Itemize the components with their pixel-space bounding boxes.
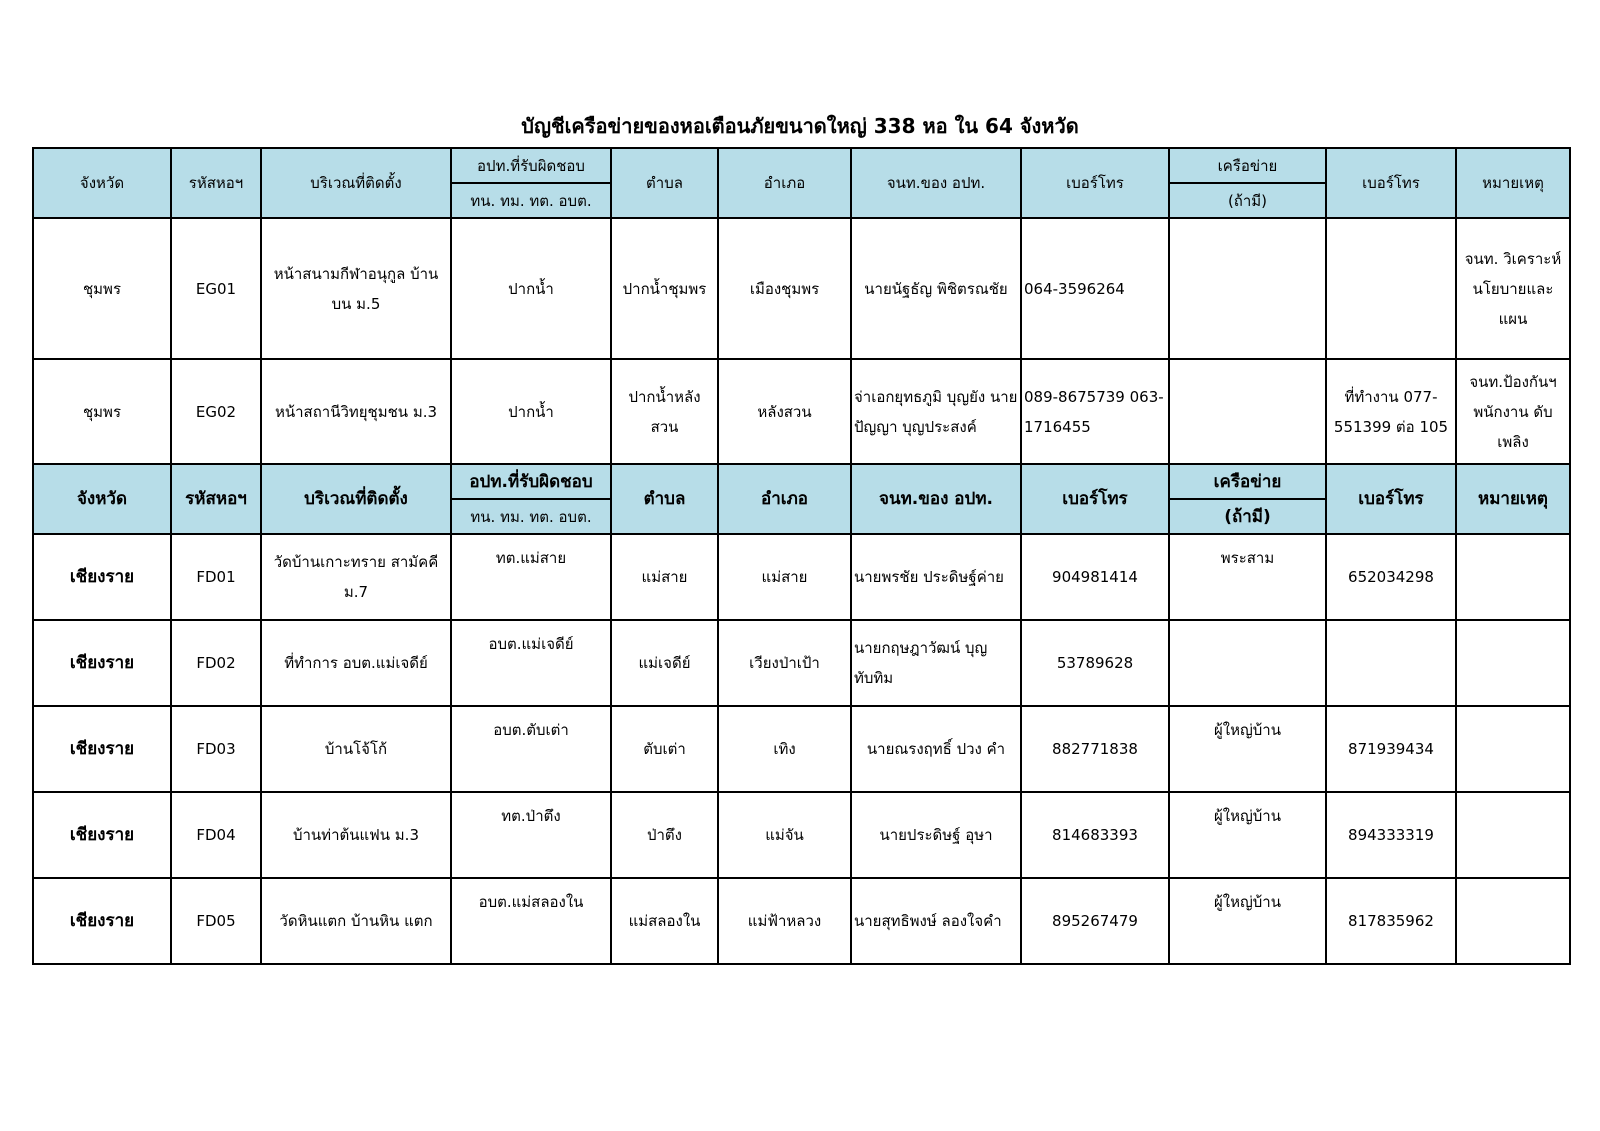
cell-location: วัดหินแตก บ้านหิน แตก (261, 878, 451, 964)
cell-note (1456, 706, 1570, 792)
cell-officer: นายพรชัย ประดิษฐ์ค่าย (851, 534, 1021, 620)
cell-phone2: 652034298 (1326, 534, 1456, 620)
cell-officer: นายสุทธิพงษ์ ลองใจคำ (851, 878, 1021, 964)
header-location: บริเวณที่ติดตั้ง (261, 148, 451, 218)
cell-phone: 089-8675739 063-1716455 (1021, 359, 1169, 464)
cell-responsible: ปากน้ำ (451, 359, 611, 464)
cell-subdistrict: แม่สลองใน (611, 878, 718, 964)
cell-location: วัดบ้านเกาะทราย สามัคคี ม.7 (261, 534, 451, 620)
cell-location: หน้าสนามกีฬาอนุกูล บ้านบน ม.5 (261, 218, 451, 359)
cell-subdistrict: แม่เจดีย์ (611, 620, 718, 706)
cell-phone: 895267479 (1021, 878, 1169, 964)
cell-subdistrict: แม่สาย (611, 534, 718, 620)
table-header-row (33, 148, 1570, 183)
cell-phone: 814683393 (1021, 792, 1169, 878)
cell-province: เชียงราย (33, 620, 171, 706)
cell-code: EG01 (171, 218, 261, 359)
cell-province: เชียงราย (33, 792, 171, 878)
header-code: รหัสหอฯ (171, 148, 261, 218)
header-phone2: เบอร์โทร (1326, 464, 1456, 534)
table-row (33, 878, 1570, 964)
cell-province: เชียงราย (33, 878, 171, 964)
header-province: จังหวัด (33, 148, 171, 218)
cell-phone2: 817835962 (1326, 878, 1456, 964)
cell-officer: นายนัฐธัญ พิชิตรณชัย (851, 218, 1021, 359)
header-province: จังหวัด (33, 464, 171, 534)
cell-subdistrict: ปากน้ำชุมพร (611, 218, 718, 359)
header-network-sub: (ถ้ามี) (1169, 499, 1326, 534)
cell-note (1456, 792, 1570, 878)
cell-phone2 (1326, 218, 1456, 359)
cell-province: ชุมพร (33, 218, 171, 359)
cell-phone: 53789628 (1021, 620, 1169, 706)
cell-district: เมืองชุมพร (718, 218, 851, 359)
cell-officer: นายประดิษฐ์ อุษา (851, 792, 1021, 878)
header-responsible: อปท.ที่รับผิดชอบ (451, 148, 611, 183)
header-district: อำเภอ (718, 148, 851, 218)
cell-responsible: ปากน้ำ (451, 218, 611, 359)
header-officer: จนท.ของ อปท. (851, 148, 1021, 218)
header-district: อำเภอ (718, 464, 851, 534)
cell-location: ที่ทำการ อบต.แม่เจดีย์ (261, 620, 451, 706)
cell-province: ชุมพร (33, 359, 171, 464)
header-subdistrict: ตำบล (611, 464, 718, 534)
cell-location: บ้านโจ้โก้ (261, 706, 451, 792)
cell-phone2 (1326, 620, 1456, 706)
header-responsible: อปท.ที่รับผิดชอบ (451, 464, 611, 499)
table-row (33, 706, 1570, 792)
table-row (33, 620, 1570, 706)
cell-note (1456, 878, 1570, 964)
header-phone: เบอร์โทร (1021, 148, 1169, 218)
cell-network (1169, 620, 1326, 706)
header-note: หมายเหตุ (1456, 464, 1570, 534)
cell-province: เชียงราย (33, 534, 171, 620)
cell-responsible: ทต.ป่าตึง (451, 792, 611, 878)
cell-phone: 882771838 (1021, 706, 1169, 792)
cell-province: เชียงราย (33, 706, 171, 792)
cell-district: แม่ฟ้าหลวง (718, 878, 851, 964)
header-network-sub: (ถ้ามี) (1169, 183, 1326, 218)
cell-responsible: อบต.แม่สลองใน (451, 878, 611, 964)
header-network: เครือข่าย (1169, 148, 1326, 183)
cell-officer: นายกฤษฎาวัฒน์ บุญทับทิม (851, 620, 1021, 706)
header-location: บริเวณที่ติดตั้ง (261, 464, 451, 534)
cell-code: EG02 (171, 359, 261, 464)
cell-network (1169, 218, 1326, 359)
cell-network: ผู้ใหญ่บ้าน (1169, 792, 1326, 878)
header-responsible-sub: ทน. ทม. ทต. อบต. (451, 183, 611, 218)
cell-responsible: อบต.ตับเต่า (451, 706, 611, 792)
header-phone: เบอร์โทร (1021, 464, 1169, 534)
cell-note (1456, 620, 1570, 706)
cell-note: จนท. วิเคราะห์ นโยบายและ แผน (1456, 218, 1570, 359)
cell-code: FD01 (171, 534, 261, 620)
cell-network: ผู้ใหญ่บ้าน (1169, 878, 1326, 964)
table-header-row (33, 464, 1570, 499)
cell-phone: 904981414 (1021, 534, 1169, 620)
cell-location: บ้านท่าต้นแฟน ม.3 (261, 792, 451, 878)
cell-subdistrict: ปากน้ำหลัง สวน (611, 359, 718, 464)
cell-phone2: 871939434 (1326, 706, 1456, 792)
cell-officer: นายณรงฤทธิ์ ปวง คำ (851, 706, 1021, 792)
cell-subdistrict: ป่าตึง (611, 792, 718, 878)
cell-code: FD04 (171, 792, 261, 878)
cell-network: พระสาม (1169, 534, 1326, 620)
table-row (33, 359, 1570, 464)
cell-code: FD03 (171, 706, 261, 792)
page-title: บัญชีเครือข่ายของหอเตือนภัยขนาดใหญ่ 338 หอ ใน 64 จังหวัด (521, 114, 1079, 138)
cell-officer: จ่าเอกยุทธภูมิ บุญยัง นายปัญญา บุญประสงค์ (851, 359, 1021, 464)
cell-district: เวียงป่าเป้า (718, 620, 851, 706)
header-subdistrict: ตำบล (611, 148, 718, 218)
cell-phone2: ที่ทำงาน 077-551399 ต่อ 105 (1326, 359, 1456, 464)
cell-phone2: 894333319 (1326, 792, 1456, 878)
table-row (33, 218, 1570, 359)
cell-district: หลังสวน (718, 359, 851, 464)
cell-district: แม่สาย (718, 534, 851, 620)
cell-network: ผู้ใหญ่บ้าน (1169, 706, 1326, 792)
cell-network (1169, 359, 1326, 464)
cell-note: จนท.ป้องกันฯ พนักงาน ดับเพลิง (1456, 359, 1570, 464)
table-row (33, 534, 1570, 620)
header-responsible-sub: ทน. ทม. ทต. อบต. (451, 499, 611, 534)
cell-phone: 064-3596264 (1021, 218, 1169, 359)
cell-responsible: ทต.แม่สาย (451, 534, 611, 620)
cell-note (1456, 534, 1570, 620)
cell-subdistrict: ตับเต่า (611, 706, 718, 792)
network-table (32, 147, 1571, 965)
cell-district: แม่จัน (718, 792, 851, 878)
cell-location: หน้าสถานีวิทยุชุมชน ม.3 (261, 359, 451, 464)
cell-code: FD02 (171, 620, 261, 706)
header-code: รหัสหอฯ (171, 464, 261, 534)
table-row (33, 792, 1570, 878)
cell-responsible: อบต.แม่เจดีย์ (451, 620, 611, 706)
cell-district: เทิง (718, 706, 851, 792)
cell-code: FD05 (171, 878, 261, 964)
header-network: เครือข่าย (1169, 464, 1326, 499)
header-phone2: เบอร์โทร (1326, 148, 1456, 218)
header-officer: จนท.ของ อปท. (851, 464, 1021, 534)
header-note: หมายเหตุ (1456, 148, 1570, 218)
